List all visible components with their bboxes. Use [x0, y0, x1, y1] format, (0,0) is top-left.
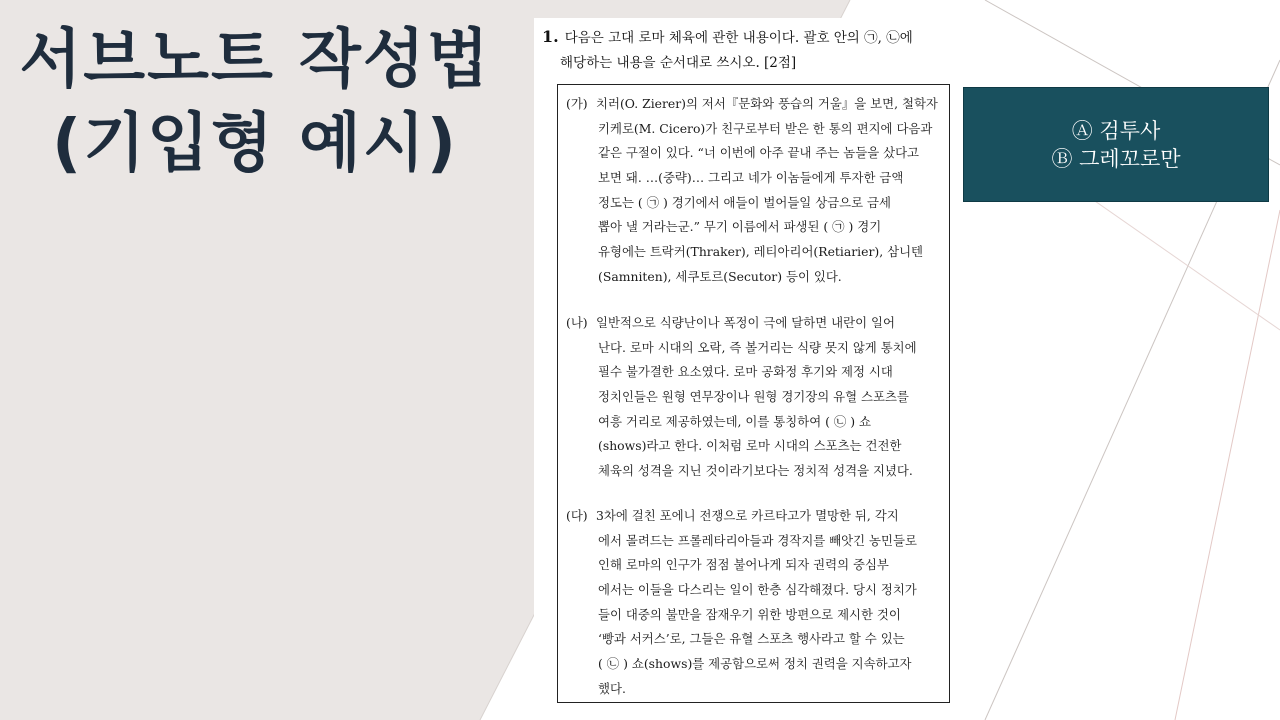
- passage-label: (나): [566, 315, 588, 330]
- passage-line: 정도는 ( ㉠ ) 경기에서 애들이 벌어들일 상금으로 금세: [598, 194, 891, 210]
- passage-line: ( ㉡ ) 쇼(shows)를 제공함으로써 정치 권력을 지속하고자: [598, 656, 912, 672]
- question-number: 1.: [542, 27, 559, 46]
- passage-line: 했다.: [598, 680, 626, 696]
- passage-ga: [566, 92, 950, 290]
- passage-label: (다): [566, 508, 588, 523]
- question-header: [542, 24, 962, 76]
- passage-line: 치러(O. Zierer)의 저서『문화와 풍습의 거울』을 보면, 철학자: [596, 96, 938, 111]
- passage-line: 난다. 로마 시대의 오락, 즉 볼거리는 식량 못지 않게 통치에: [598, 339, 917, 355]
- slide-title-line1: 서브노트 작성법: [19, 23, 491, 97]
- decor-line: [1175, 210, 1280, 720]
- passage-line: 일반적으로 식량난이나 폭정이 극에 달하면 내란이 일어: [596, 315, 895, 330]
- passage-line: 여흥 거리로 제공하였는데, 이를 통칭하여 ( ㉡ ) 쇼: [598, 413, 871, 429]
- passage-line: 키케로(M. Cicero)가 친구로부터 받은 한 통의 편지에 다음과: [598, 120, 933, 136]
- slide-title-line2: (기입형 예시): [52, 107, 458, 181]
- passage-line: ‘빵과 서커스’로, 그들은 유혈 스포츠 행사라고 할 수 있는: [598, 631, 905, 647]
- question-line2: 해당하는 내용을 순서대로 쓰시오. [2점]: [560, 55, 797, 71]
- slide-title: [0, 18, 510, 186]
- passage-line: 체육의 성격을 지닌 것이라기보다는 정치적 성격을 지녔다.: [598, 463, 913, 479]
- passage-line: 에서 몰려드는 프롤레타리아들과 경작지를 빼앗긴 농민들로: [598, 532, 917, 548]
- passage-line: 에서는 이들을 다스리는 일이 한층 심각해졌다. 당시 정치가: [598, 582, 917, 598]
- passage-line: (Samniten), 세쿠토르(Secutor) 등이 있다.: [598, 268, 842, 284]
- answer-b: Ⓑ 그레꼬로만: [1051, 146, 1181, 171]
- passage-line: 보면 돼. …(중략)… 그리고 네가 이놈들에게 투자한 금액: [598, 170, 904, 186]
- question-line1: 다음은 고대 로마 체육에 관한 내용이다. 괄호 안의 ㉠, ㉡에: [564, 30, 913, 46]
- passage-label: (가): [566, 96, 588, 111]
- passage-line: 유형에는 트락커(Thraker), 레티아리어(Retiarier), 삼니텐: [598, 244, 924, 260]
- passage-da: [566, 504, 950, 702]
- passage-line: (shows)라고 한다. 이처럼 로마 시대의 스포츠는 건전한: [598, 438, 902, 454]
- answer-a: Ⓐ 검투사: [1071, 118, 1161, 143]
- passage-line: 3차에 걸친 포에니 전쟁으로 카르타고가 멸망한 뒤, 각지: [596, 508, 899, 523]
- answer-box: [963, 87, 1269, 202]
- passage-line: 같은 구절이 있다. “너 이번에 아주 끝내 주는 놈들을 샀다고: [598, 145, 920, 161]
- passage-line: 뽑아 낼 거라는군.” 무기 이름에서 파생된 ( ㉠ ) 경기: [598, 219, 882, 235]
- passage-line: 들이 대중의 불만을 잠재우기 위한 방편으로 제시한 것이: [598, 606, 901, 622]
- passage-line: 정치인들은 원형 연무장이나 원형 경기장의 유혈 스포츠를: [598, 389, 909, 405]
- passage-na: [566, 311, 950, 484]
- passage-line: 필수 불가결한 요소였다. 로마 공화정 후기와 제정 시대: [598, 364, 893, 380]
- passage-line: 인해 로마의 인구가 점점 불어나게 되자 권력의 중심부: [598, 557, 889, 573]
